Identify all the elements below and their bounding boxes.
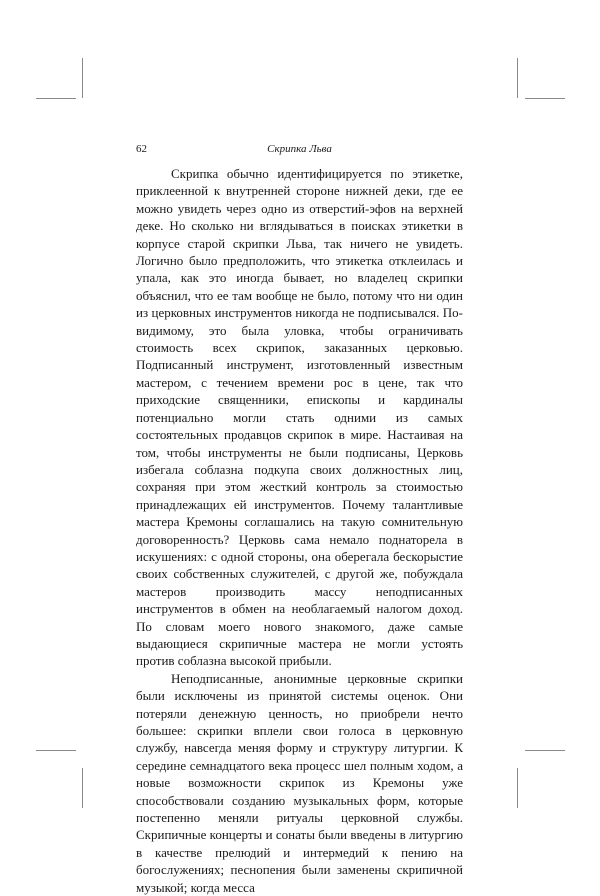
body-text xyxy=(136,165,463,896)
crop-mark-bottom-right-horizontal xyxy=(525,750,565,751)
page-number: 62 xyxy=(136,143,147,155)
crop-mark-top-left-vertical xyxy=(82,58,83,98)
running-head xyxy=(136,143,463,159)
paragraph: Скрипка обычно идентифицируется по этикетке, приклеенной к внутренней стороне нижней деки, где ее можно увидеть через одно из отверстий-эфов на верхней деке. Но сколько ни вглядываться в поисках этикетки в корпусе старой скрипки Льва, так ничего не увидеть. Логично было предположить, что этикетка отклеилась и упала, как это иногда бывает, но владелец скрипки объяснил, что ее там вообще не было, потому что ни один из церковных инструментов никогда не подписывался. По-видимому, это была уловка, чтобы ограничивать стоимость всех скрипок, заказанных церковью. Подписанный инструмент, изготовленный известным мастером, с течением времени рос в цене, так что приходские священники, епископы и кардиналы потенциально могли стать одними из самых состоятельных продавцов скрипок в мире. Настаивая на том, чтобы инструменты не были подписаны, Церковь избегала соблазна подкупа своих должностных лиц, сохраняя при этом жесткий контроль за стоимостью принадлежащих ей инструментов. Почему талантливые мастера Кремоны соглашались на такую сомнительную договоренность? Церковь сама немало поднаторела в искушениях: с одной стороны, она оберегала бескорыстие своих собственных служителей, с другой же, побуждала мастеров производить массу неподписанных инструментов в обмен на необлагаемый налогом доход. По словам моего нового знакомого, даже самые выдающиеся скрипичные мастера не могли устоять против соблазна высокой прибыли. xyxy=(136,166,463,669)
crop-mark-bottom-left-horizontal xyxy=(36,750,76,751)
paragraph: Неподписанные, анонимные церковные скрипки были исключены из принятой системы оценок. Они потеряли денежную ценность, но приобрели нечто большее: скрипки вплели свои голоса в церковную службу, навсегда меняя форму и структуру литургии. К середине семнадцатого века процесс шел полным ходом, а новые возможности скрипок из Кремоны уже способствовали созданию музыкальных форм, которые постепенно меняли ритуалы церковной службы. Скрипичные концерты и сонаты были введены в литургию в качестве прелюдий и интермедий к пению на богослужениях; песнопения были заменены скрипичной музыкой; когда месса xyxy=(136,670,463,895)
crop-mark-top-right-horizontal xyxy=(525,98,565,99)
crop-mark-top-left-horizontal xyxy=(36,98,76,99)
crop-mark-top-right-vertical xyxy=(517,58,518,98)
crop-mark-bottom-right-vertical xyxy=(517,768,518,808)
running-title: Скрипка Льва xyxy=(267,143,332,155)
crop-mark-bottom-left-vertical xyxy=(82,768,83,808)
